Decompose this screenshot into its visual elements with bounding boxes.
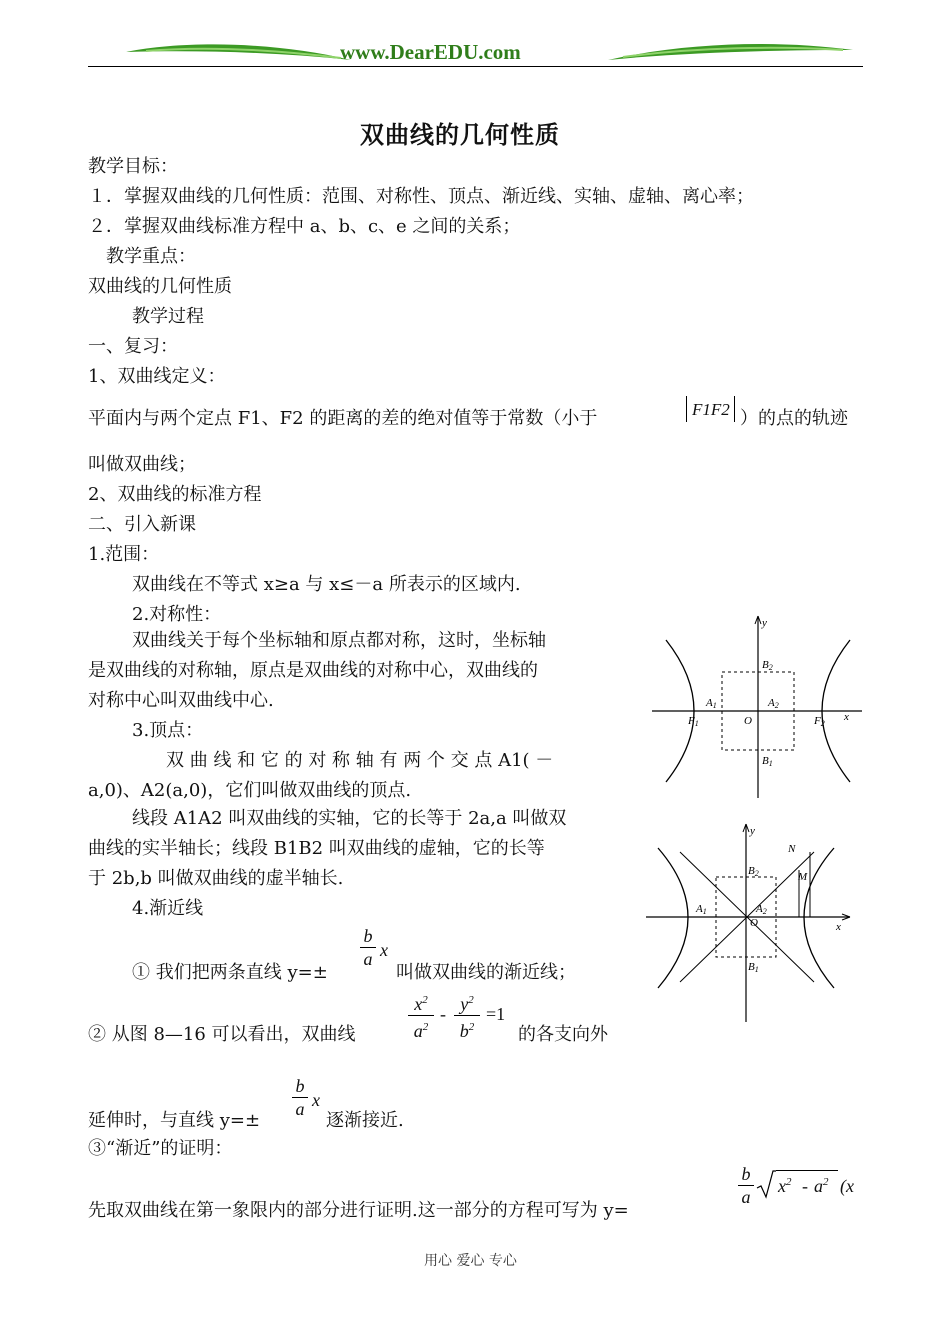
svg-text:B1: B1 — [762, 755, 773, 768]
svg-text:O: O — [750, 917, 758, 929]
fraction-b-over-a: b a — [292, 1076, 308, 1119]
page-footer: 用心 爱心 专心 — [424, 1253, 517, 1269]
f1f2-text: F1F2 — [692, 400, 730, 419]
header-rule — [88, 66, 863, 67]
svg-text:F1: F1 — [688, 715, 699, 728]
x-variable: x — [312, 1090, 320, 1110]
svg-text:A1: A1 — [696, 903, 707, 916]
sqrt-expression: $x^2$ - $a^2$ (x — [756, 1168, 862, 1202]
text-line: 教学目标： — [88, 156, 178, 177]
svg-text:x: x — [844, 711, 849, 723]
svg-text:B2: B2 — [762, 659, 773, 672]
svg-text:O: O — [744, 715, 752, 727]
svg-text:N: N — [788, 843, 796, 855]
fraction-b-over-a: b a — [360, 926, 376, 969]
fraction-b-over-a: b a — [738, 1164, 754, 1207]
x-variable: x — [380, 940, 388, 960]
text-line: 1.范围： — [88, 544, 160, 565]
svg-text:y: y — [750, 825, 755, 837]
text-line: ② 从图 8—16 可以看出，双曲线 — [88, 1024, 356, 1045]
text-line: ③“渐近”的证明： — [88, 1138, 233, 1159]
text-line: 4.渐近线 — [132, 898, 204, 919]
text-line: 叫做双曲线； — [88, 454, 196, 475]
svg-text:x: x — [836, 921, 841, 933]
text-line: 延伸时，与直线 y=± — [88, 1110, 261, 1131]
text-line: 线段 A1A2 叫双曲线的实轴，它的长等于 2a,a 叫做双 — [132, 808, 567, 829]
text-line: 双曲线关于每个坐标轴和原点都对称，这时，坐标轴 — [132, 630, 546, 651]
page-title: 双曲线的几何性质 — [360, 120, 560, 149]
header-banner — [88, 36, 863, 68]
svg-text:B2: B2 — [748, 865, 759, 878]
leaf-right-icon — [608, 38, 858, 68]
hyperbola-figure-2 — [644, 822, 860, 1024]
text-line: 是双曲线的对称轴，原点是双曲线的对称中心，双曲线的 — [88, 660, 538, 681]
hyperbola-equation: $x^2$ $a^2$ - $y^2$ $b^2$ =1 — [408, 990, 518, 1042]
hyperbola-figure-1 — [648, 612, 868, 802]
text-line: 双 曲 线 和 它 的 对 称 轴 有 两 个 交 点 A1( － — [166, 750, 554, 771]
svg-text:A1: A1 — [706, 697, 717, 710]
svg-text:A2: A2 — [756, 903, 767, 916]
text-line: 2.对称性： — [132, 604, 222, 625]
text-line: 教学重点： — [106, 246, 196, 267]
text-line: ２．掌握双曲线标准方程中 a、b、c、e 之间的关系； — [88, 216, 521, 237]
text-line: 叫做双曲线的渐近线； — [396, 962, 576, 983]
svg-text:y: y — [762, 617, 767, 629]
text-line: ）的点的轨迹 — [740, 408, 848, 429]
text-line: 于 2b,b 叫做双曲线的虚半轴长. — [88, 868, 344, 889]
svg-text:B1: B1 — [748, 961, 759, 974]
svg-text:M: M — [798, 871, 808, 883]
text-line: ① 我们把两条直线 y=± — [132, 962, 328, 983]
svg-text:F2: F2 — [814, 715, 825, 728]
text-line: 平面内与两个定点 F1、F2 的距离的差的绝对值等于常数（小于 — [88, 408, 598, 429]
text-line: 2、双曲线的标准方程 — [88, 484, 262, 505]
text-line: 的各支向外 — [518, 1024, 608, 1045]
text-line: 逐渐接近. — [326, 1110, 404, 1131]
text-line: 先取双曲线在第一象限内的部分进行证明.这一部分的方程可写为 y= — [88, 1200, 629, 1221]
text-line: 3.顶点： — [132, 720, 204, 741]
text-line: １．掌握双曲线的几何性质：范围、对称性、顶点、渐近线、实轴、虚轴、离心率； — [88, 186, 754, 207]
text-line: 双曲线的几何性质 — [88, 276, 232, 297]
text-line: 双曲线在不等式 x≥a 与 x≤－a 所表示的区域内. — [132, 574, 521, 595]
leaf-left-icon — [126, 38, 356, 68]
text-line: a,0)、A2(a,0)，它们叫做双曲线的顶点. — [88, 780, 412, 801]
svg-text:A2: A2 — [768, 697, 779, 710]
text-line: 二、引入新课 — [88, 514, 196, 535]
text-line: 教学过程 — [132, 306, 204, 327]
text-line: 1、双曲线定义： — [88, 366, 226, 387]
text-line: 曲线的实半轴长；线段 B1B2 叫双曲线的虚轴，它的长等 — [88, 838, 545, 859]
text-line: 一、复习： — [88, 336, 178, 357]
text-line: 对称中心叫双曲线中心. — [88, 690, 274, 711]
brand-logo: www.DearEDU.com — [340, 40, 521, 64]
